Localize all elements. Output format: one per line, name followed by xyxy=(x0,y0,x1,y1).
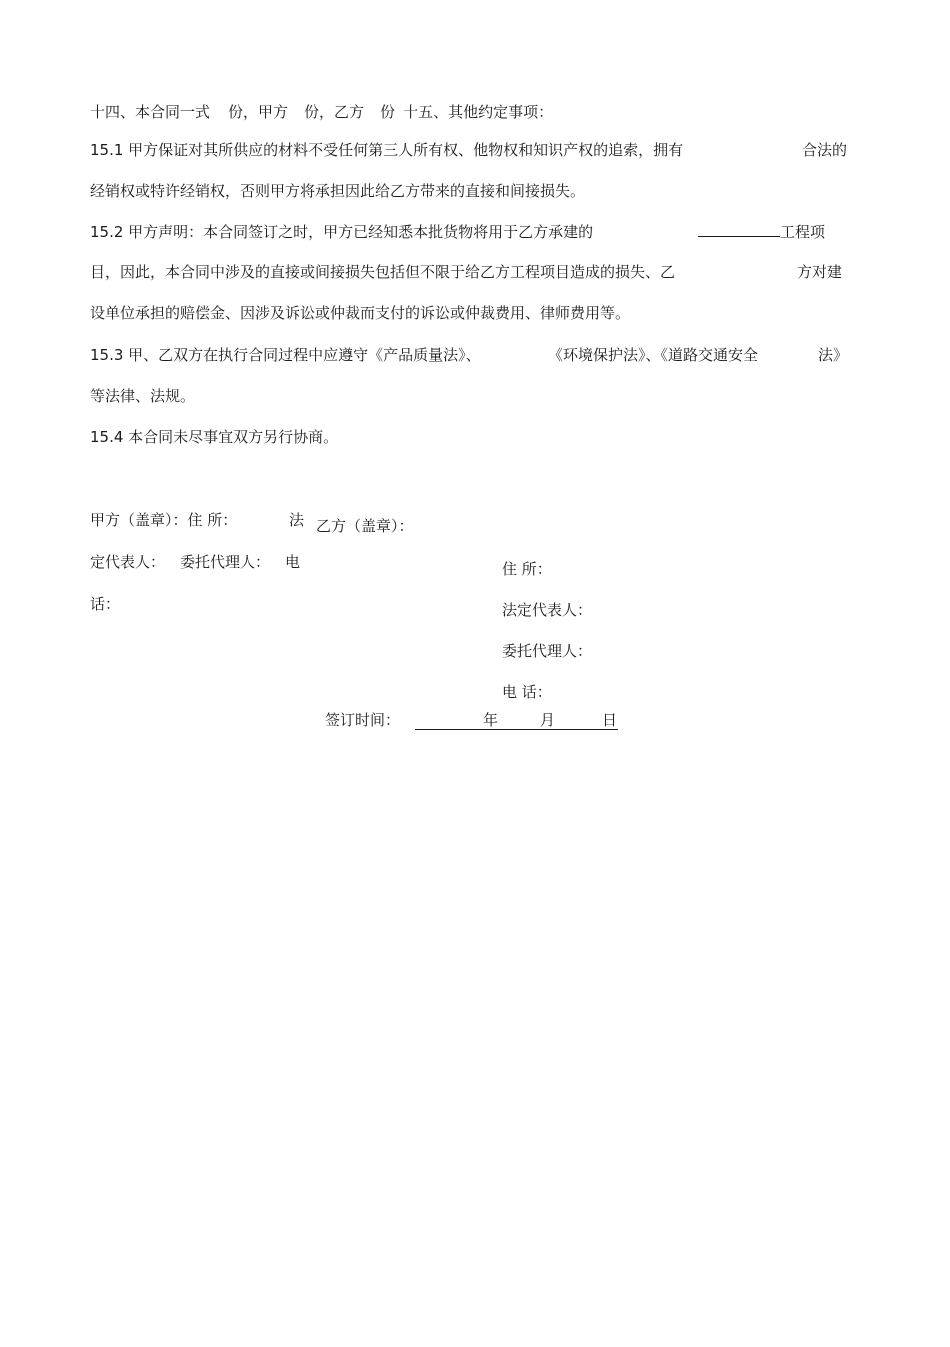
clause-15-1-line-2 xyxy=(90,181,585,201)
clause-15-2-text: 目，因此，本合同中涉及的直接或间接损失包括但不限于给乙方工程项目造成的损失、乙 xyxy=(90,263,676,281)
clause-15-4-text: 15.4 本合同未尽事宜双方另行协商。 xyxy=(90,428,339,446)
clause-15-2-line-2-end xyxy=(797,262,842,282)
clause-15-3-line-1 xyxy=(90,345,481,365)
clause-15-1-text: 合法的 xyxy=(802,141,848,159)
party-b-legal-rep-label: 法定代表人： xyxy=(502,601,593,619)
party-a-line-2 xyxy=(90,552,300,572)
clause-15-3-text: 《环境保护法》、《道路交通安全 xyxy=(548,346,759,364)
clause-15-3-text: 等法律、法规。 xyxy=(90,387,196,405)
clause-14-text: 份，甲方 xyxy=(228,103,289,121)
party-b-agent-label: 委托代理人： xyxy=(502,642,593,660)
party-b-legal-rep xyxy=(502,600,592,620)
party-a-line-1-end xyxy=(289,510,304,530)
party-a-legal-label-part: 定代表人： xyxy=(90,553,166,571)
party-b-agent xyxy=(502,641,592,661)
clause-15-3-text: 15.3 甲、乙双方在执行合同过程中应遵守《产品质量法》、 xyxy=(90,346,481,364)
sign-date-month: 月 xyxy=(540,711,556,729)
clause-15-1-line-1 xyxy=(90,140,683,160)
party-b-phone xyxy=(502,682,552,702)
sign-date-field[interactable] xyxy=(415,710,618,730)
party-a-line-1 xyxy=(90,510,237,530)
clause-15-2-text: 方对建 xyxy=(797,263,843,281)
party-b-seal-label: 乙方（盖章）： xyxy=(316,517,414,535)
clause-15-1-text: 15.1 甲方保证对其所供应的材料不受任何第三人所有权、他物权和知识产权的追索，拥有 xyxy=(90,141,684,159)
clause-15-3-line-2 xyxy=(90,386,195,406)
party-a-line-3 xyxy=(90,594,120,614)
party-a-phone-label-part: 电 xyxy=(285,553,301,571)
sign-date-year: 年 xyxy=(483,711,499,729)
clause-15-2-text: 工程项 xyxy=(780,223,826,241)
clause-14-text: 份，乙方 xyxy=(304,103,365,121)
clause-15-2-line-2 xyxy=(90,262,675,282)
project-name-blank[interactable] xyxy=(698,222,780,237)
clause-15-3-line-1-mid xyxy=(548,345,758,365)
sign-date-label xyxy=(325,710,400,730)
clause-15-4-line-1 xyxy=(90,427,338,447)
party-b-address xyxy=(502,559,552,579)
party-b-title xyxy=(316,516,414,536)
clause-15-2-line-3 xyxy=(90,303,630,323)
clause-15-heading: 十五、其他约定事项： xyxy=(403,103,554,121)
clause-14-line xyxy=(90,102,553,122)
clause-15-3-line-1-end xyxy=(818,345,848,365)
clause-15-2-line-1 xyxy=(90,222,593,242)
party-a-legal-label-part: 法 xyxy=(289,511,305,529)
party-b-address-label: 住 所： xyxy=(502,560,552,578)
party-a-seal-address-label: 甲方（盖章）：住 所： xyxy=(90,511,238,529)
clause-15-3-text: 法》 xyxy=(818,346,849,364)
clause-14-text: 份 xyxy=(380,103,396,121)
clause-15-1-line-1-end xyxy=(802,140,847,160)
sign-date-label-text: 签订时间： xyxy=(325,711,401,729)
clause-15-2-text: 设单位承担的赔偿金、因涉及诉讼或仲裁而支付的诉讼或仲裁费用、律师费用等。 xyxy=(90,304,631,322)
clause-15-1-text: 经销权或特许经销权，否则甲方将承担因此给乙方带来的直接和间接损失。 xyxy=(90,182,586,200)
party-a-agent-label: 委托代理人： xyxy=(180,553,271,571)
clause-15-2-line-1-end xyxy=(698,222,825,242)
clause-15-2-text: 15.2 甲方声明：本合同签订之时，甲方已经知悉本批货物将用于乙方承建的 xyxy=(90,223,594,241)
party-a-phone-label-part: 话： xyxy=(90,595,121,613)
clause-14-text: 十四、本合同一式 xyxy=(90,103,211,121)
party-b-phone-label: 电 话： xyxy=(502,683,552,701)
sign-date-day: 日 xyxy=(602,711,618,729)
